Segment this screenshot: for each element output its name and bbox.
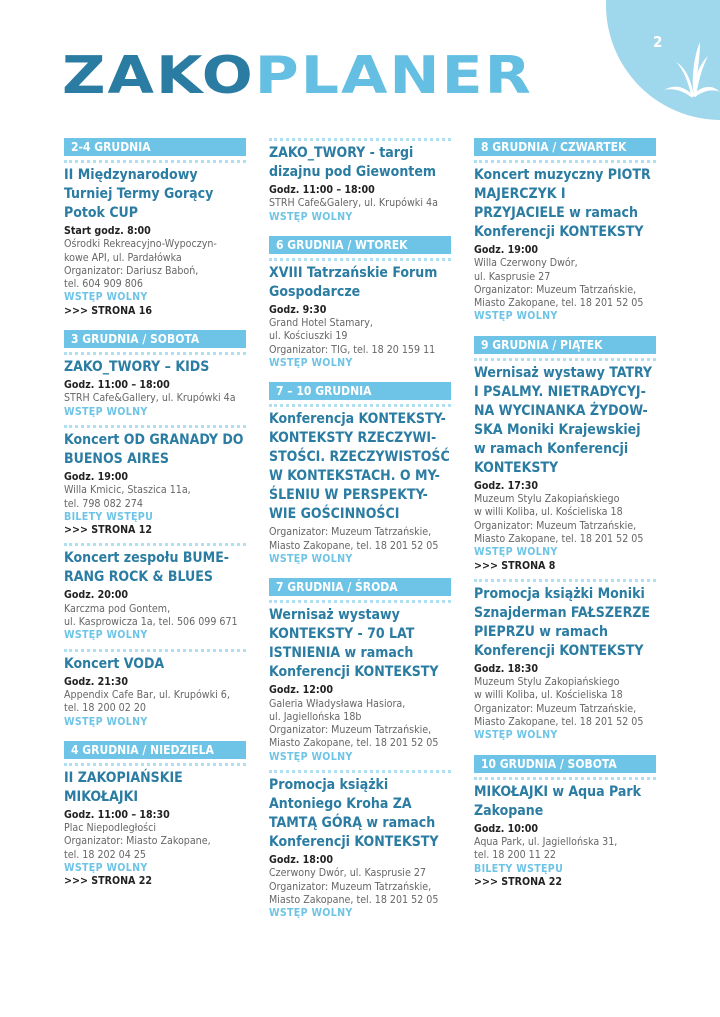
event-info: Organizator: TIG, tel. 18 20 159 11 bbox=[269, 343, 436, 356]
column-2 bbox=[269, 138, 451, 927]
event-card bbox=[64, 769, 246, 889]
logo-part-planer: PLANER bbox=[254, 45, 533, 106]
event-info: Karczma pod Gontem, bbox=[64, 602, 171, 615]
event-entry: BILETY WSTĘPU bbox=[474, 862, 564, 875]
event-info: Appendix Cafe Bar, ul. Krupówki 6, bbox=[64, 688, 230, 701]
event-card bbox=[269, 776, 451, 920]
section-header: 8 GRUDNIA / CZWARTEK bbox=[474, 138, 656, 156]
event-info: tel. 798 082 274 bbox=[64, 497, 143, 510]
event-time: Godz. 19:00 bbox=[64, 470, 129, 483]
event-info: Willa Kmicic, Staszica 11a, bbox=[64, 484, 191, 497]
event-info: ul. Kasprowicza 1a, tel. 506 099 671 bbox=[64, 616, 238, 629]
event-time: Godz. 21:30 bbox=[64, 675, 129, 688]
event-title: Koncert OD GRANADY DO BUENOS AIRES bbox=[64, 431, 244, 467]
dotted-divider bbox=[64, 763, 246, 766]
event-info: Grand Hotel Stamary, bbox=[269, 317, 373, 330]
event-card bbox=[474, 783, 656, 889]
section-header: 2-4 GRUDNIA bbox=[64, 138, 246, 156]
event-card bbox=[64, 549, 246, 642]
event-time: Godz. 18:30 bbox=[474, 662, 539, 675]
event-entry: WSTĘP WOLNY bbox=[269, 552, 353, 565]
event-title: Promocja książki Antoniego Kroha ZA TAMTĄ GÓRĄ w ramach Konferencji KONTEKSTY bbox=[269, 777, 439, 851]
event-info: Organizator: Muzeum Tatrzańskie, bbox=[474, 283, 637, 296]
event-info: kowe API, ul. Pardałówka bbox=[64, 251, 182, 264]
event-title: II ZAKOPIAŃSKIE MIKOŁAJKI bbox=[64, 769, 183, 805]
event-info: STRH Cafe&Galery, ul. Krupówki 4a bbox=[269, 197, 438, 210]
event-card bbox=[474, 364, 656, 573]
column-1 bbox=[64, 138, 246, 895]
section-header: 6 GRUDNIA / WTOREK bbox=[269, 236, 451, 254]
event-entry: WSTĘP WOLNY bbox=[474, 310, 558, 323]
event-info: Muzeum Stylu Zakopiańskiego bbox=[474, 493, 620, 506]
section-header: 7 GRUDNIA / ŚRODA bbox=[269, 578, 451, 596]
event-time: Godz. 17:30 bbox=[474, 479, 539, 492]
event-info: Organizator: Muzeum Tatrzańskie, bbox=[474, 519, 637, 532]
event-card bbox=[64, 431, 246, 537]
event-card bbox=[269, 606, 451, 764]
dotted-divider bbox=[64, 543, 246, 546]
event-info: Organizator: Dariusz Baboń, bbox=[64, 264, 199, 277]
event-entry: WSTĘP WOLNY bbox=[269, 357, 353, 370]
zakoplaner-logo bbox=[62, 45, 533, 106]
dotted-divider bbox=[474, 160, 656, 163]
logo-part-zako: ZAKO bbox=[62, 45, 255, 106]
event-time: Godz. 19:00 bbox=[474, 244, 539, 256]
event-info: ul. Kościuszki 19 bbox=[269, 330, 348, 343]
event-info: tel. 604 909 806 bbox=[64, 278, 143, 291]
event-info: Organizator: Muzeum Tatrzańskie, bbox=[269, 526, 432, 539]
event-info: ul. Kasprusie 27 bbox=[474, 270, 551, 283]
event-title: Koncert muzyczny PIOTR MAJERCZYK I PRZYJACIELE w ramach Konferencji KONTEKSTY bbox=[474, 167, 651, 240]
event-info: Aqua Park, ul. Jagiellońska 31, bbox=[474, 835, 618, 848]
event-time: Godz. 18:00 bbox=[269, 854, 334, 867]
dotted-divider bbox=[269, 600, 451, 603]
dotted-divider bbox=[474, 579, 656, 582]
event-entry: WSTĘP WOLNY bbox=[64, 291, 148, 304]
event-time: Godz. 11:00 – 18:00 bbox=[269, 184, 375, 196]
event-entry: BILETY WSTĘPU bbox=[64, 510, 154, 523]
event-entry: WSTĘP WOLNY bbox=[64, 862, 148, 875]
event-info: w willi Koliba, ul. Kościeliska 18 bbox=[474, 689, 623, 702]
palm-leaf-icon bbox=[664, 40, 720, 100]
event-info: Czerwony Dwór, ul. Kasprusie 27 bbox=[269, 867, 426, 880]
dotted-divider bbox=[269, 138, 451, 141]
page-reference-link[interactable]: >>> STRONA 22 bbox=[64, 875, 153, 888]
event-info: Miasto Zakopane, tel. 18 201 52 05 bbox=[269, 737, 439, 750]
event-title: XVIII Tatrzańskie Forum Gospodarcze bbox=[269, 264, 438, 300]
event-card bbox=[474, 585, 656, 743]
event-entry: WSTĘP WOLNY bbox=[474, 729, 558, 742]
event-card bbox=[64, 655, 246, 729]
event-info: tel. 18 200 11 22 bbox=[474, 849, 556, 862]
section-header: 4 GRUDNIA / NIEDZIELA bbox=[64, 741, 246, 759]
dotted-divider bbox=[64, 352, 246, 355]
event-info: Miasto Zakopane, tel. 18 201 52 05 bbox=[474, 297, 644, 310]
event-info: Willa Czerwony Dwór, bbox=[474, 257, 578, 270]
event-time: Godz. 11:00 – 18:00 bbox=[64, 379, 170, 392]
event-info: STRH Cafe&Gallery, ul. Krupówki 4a bbox=[64, 392, 236, 405]
event-time: Godz. 12:00 bbox=[269, 684, 334, 697]
page-reference-link[interactable]: >>> STRONA 16 bbox=[64, 304, 153, 317]
event-title: Koncert zespołu BUME-RANG ROCK & BLUES bbox=[64, 550, 230, 586]
event-entry: WSTĘP WOLNY bbox=[64, 715, 148, 728]
dotted-divider bbox=[269, 258, 451, 261]
event-entry: WSTĘP WOLNY bbox=[269, 750, 353, 763]
event-info: ul. Jagiellońska 18b bbox=[269, 710, 362, 723]
event-info: tel. 18 202 04 25 bbox=[64, 848, 146, 861]
event-info: Miasto Zakopane, tel. 18 201 52 05 bbox=[269, 539, 439, 552]
event-info: Miasto Zakopane, tel. 18 201 52 05 bbox=[474, 532, 644, 545]
event-title: MIKOŁAJKI w Aqua Park Zakopane bbox=[474, 783, 641, 819]
event-card bbox=[269, 264, 451, 370]
event-card bbox=[64, 166, 246, 318]
event-info: Miasto Zakopane, tel. 18 201 52 05 bbox=[269, 893, 439, 906]
event-card bbox=[474, 166, 656, 324]
page-reference-link[interactable]: >>> STRONA 22 bbox=[474, 875, 563, 888]
event-info: w willi Koliba, ul. Kościeliska 18 bbox=[474, 506, 623, 519]
event-info: tel. 18 200 02 20 bbox=[64, 702, 146, 715]
event-title: Koncert VODA bbox=[64, 655, 165, 672]
event-time: Godz. 9:30 bbox=[269, 303, 327, 316]
dotted-divider bbox=[474, 358, 656, 361]
event-title: ZAKO_TWORY – KIDS bbox=[64, 359, 210, 376]
event-info: Miasto Zakopane, tel. 18 201 52 05 bbox=[474, 716, 644, 729]
event-info: Ośrodki Rekreacyjno-Wypoczyn- bbox=[64, 238, 217, 251]
event-entry: WSTĘP WOLNY bbox=[269, 907, 353, 920]
section-header: 7 – 10 GRUDNIA bbox=[269, 382, 451, 400]
event-info: Galeria Władysława Hasiora, bbox=[269, 697, 406, 710]
event-time: Godz. 11:00 – 18:30 bbox=[64, 808, 170, 821]
section-header: 3 GRUDNIA / SOBOTA bbox=[64, 330, 246, 348]
dotted-divider bbox=[64, 160, 246, 163]
column-3 bbox=[474, 138, 656, 895]
event-time: Godz. 10:00 bbox=[474, 822, 539, 835]
event-time: Godz. 20:00 bbox=[64, 589, 129, 602]
dotted-divider bbox=[64, 425, 246, 428]
event-entry: WSTĘP WOLNY bbox=[64, 629, 148, 642]
event-title: ZAKO_TWORY - targi dizajnu pod Giewontem bbox=[269, 145, 437, 180]
dotted-divider bbox=[64, 649, 246, 652]
event-info: Organizator: Muzeum Tatrzańskie, bbox=[269, 880, 432, 893]
event-title: Konferencja KONTEKSTY-KONTEKSTY RZECZYWI-STOŚCI. RZECZYWISTOŚĆ W KONTEKSTACH. O MY-ŚLENIU W PERSPEKTY-WIE GOŚCINNOŚCI bbox=[269, 411, 450, 523]
event-title: Promocja książki Moniki Sznajderman FAŁSZERZE PIEPRZU w ramach Konferencji KONTEKSTY bbox=[474, 585, 651, 659]
page-number: 2 bbox=[653, 33, 663, 51]
event-info: Muzeum Stylu Zakopiańskiego bbox=[474, 676, 620, 689]
event-entry: WSTĘP WOLNY bbox=[64, 405, 148, 418]
event-info: Organizator: Miasto Zakopane, bbox=[64, 835, 211, 848]
dotted-divider bbox=[269, 770, 451, 773]
event-info: Organizator: Muzeum Tatrzańskie, bbox=[269, 724, 432, 737]
event-title: II Międzynarodowy Turniej Termy Gorący Potok CUP bbox=[64, 167, 214, 221]
event-card bbox=[269, 410, 451, 566]
event-entry: WSTĘP WOLNY bbox=[474, 546, 558, 559]
dotted-divider bbox=[474, 777, 656, 780]
event-info: Organizator: Muzeum Tatrzańskie, bbox=[474, 702, 637, 715]
event-card bbox=[64, 358, 246, 419]
section-header: 9 GRUDNIA / PIĄTEK bbox=[474, 336, 656, 354]
event-info: Plac Niepodległości bbox=[64, 822, 157, 835]
event-card bbox=[269, 144, 451, 224]
page-reference-link[interactable]: >>> STRONA 12 bbox=[64, 524, 153, 537]
dotted-divider bbox=[269, 404, 451, 407]
event-time: Start godz. 8:00 bbox=[64, 225, 151, 237]
event-title: Wernisaż wystawy KONTEKSTY - 70 LAT ISTNIENIA w ramach Konferencji KONTEKSTY bbox=[269, 607, 439, 681]
page-reference-link[interactable]: >>> STRONA 8 bbox=[474, 559, 556, 572]
event-title: Wernisaż wystawy TATRY I PSALMY. NIETRADYCYJ-NA WYCINANKA ŻYDOW-SKA Moniki Krajewskiej w ramach Konferencji KONTEKSTY bbox=[474, 364, 653, 476]
section-header: 10 GRUDNIA / SOBOTA bbox=[474, 755, 656, 773]
event-entry: WSTĘP WOLNY bbox=[269, 210, 353, 223]
